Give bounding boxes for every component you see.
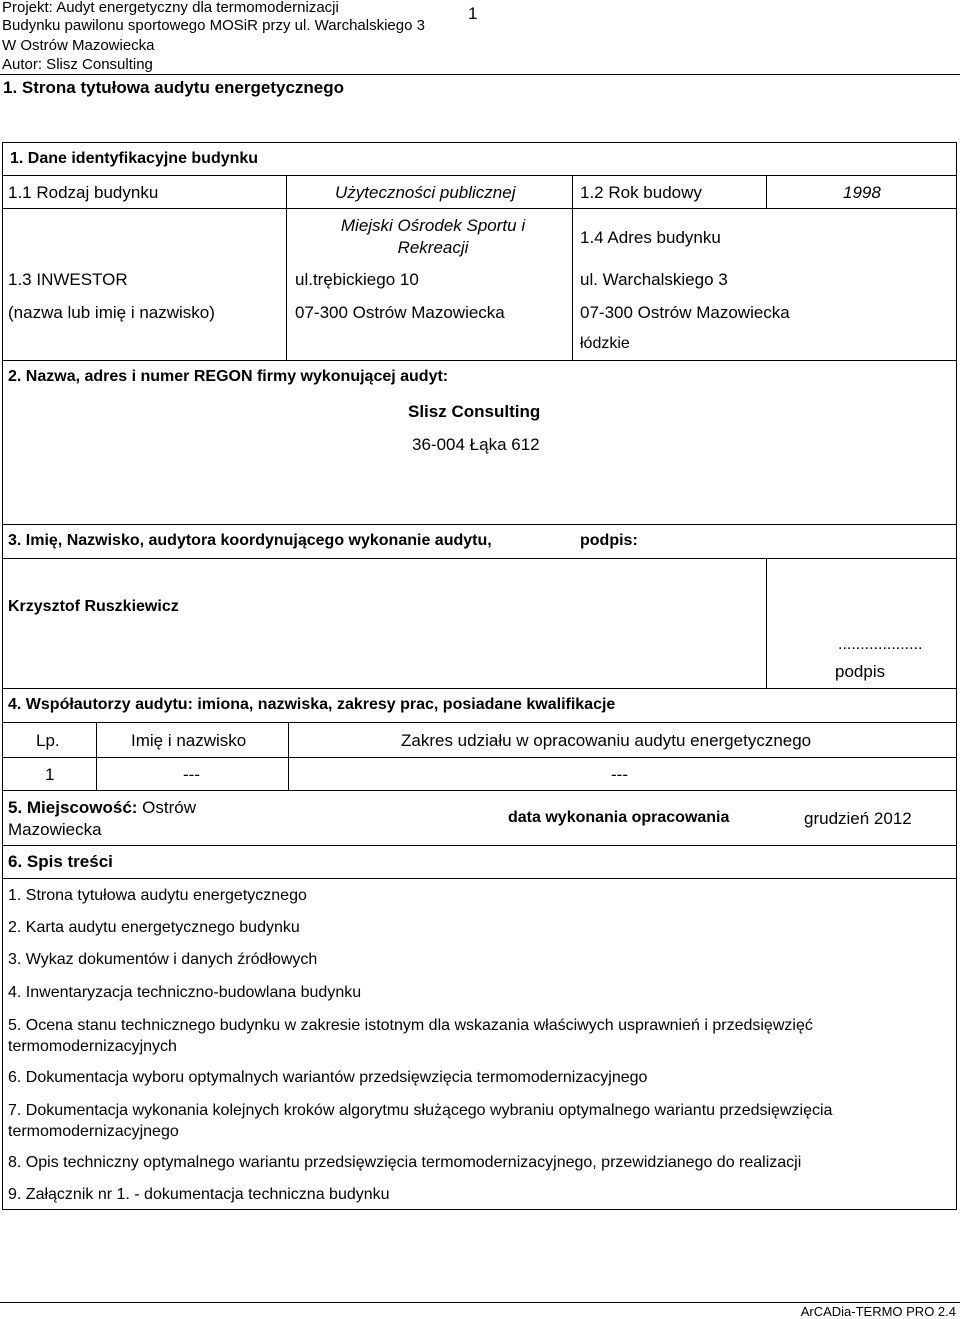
toc-item: 2. Karta audytu energetycznego budynku (8, 919, 300, 936)
divider (572, 175, 573, 360)
divider (766, 175, 767, 208)
divider (2, 524, 957, 525)
divider (2, 360, 957, 361)
place-label: 5. Miejscowość: (8, 798, 138, 817)
toc-title: 6. Spis treści (8, 852, 113, 871)
divider (2, 722, 957, 723)
toc-item: 3. Wykaz dokumentów i danych źródłowych (8, 951, 318, 968)
divider (2, 878, 957, 879)
divider (2, 790, 957, 791)
investor-name: Miejski Ośrodek Sportu i Rekreacji (340, 216, 526, 257)
divider (2, 208, 957, 209)
header-city: W Ostrów Mazowiecka (2, 37, 155, 54)
section2-title: 2. Nazwa, adres i numer REGON firmy wykonującej audyt: (8, 368, 449, 385)
divider (2, 845, 957, 846)
building-address-city: 07-300 Ostrów Mazowiecka (580, 303, 790, 322)
auditor-company-address: 36-004 Łąka 612 (412, 435, 540, 454)
auditor-company-name: Slisz Consulting (408, 402, 541, 421)
divider (96, 722, 97, 790)
coauthors-header-name: Imię i nazwisko (131, 731, 247, 750)
toc-item: 4. Inwentaryzacja techniczno-budowlana budynku (8, 984, 362, 1001)
footer-divider (0, 1302, 960, 1303)
divider (2, 757, 957, 758)
coauthor-row-name: --- (183, 765, 200, 784)
toc-item: 1. Strona tytułowa audytu energetycznego (8, 887, 307, 904)
software-name: ArCADia-TERMO PRO 2.4 (800, 1304, 956, 1319)
toc-item: 5. Ocena stanu technicznego budynku w zakresie istotnym dla wskazania właściwych usprawnień i przedsięwzięć termomodernizacyjnych (8, 1017, 813, 1055)
coordinating-auditor-name: Krzysztof Ruszkiewicz (8, 598, 179, 615)
building-address-region: łódzkie (580, 335, 630, 352)
building-type-value: Użyteczności publicznej (335, 183, 516, 202)
divider (288, 722, 289, 790)
header-divider (0, 74, 960, 75)
divider (2, 688, 957, 689)
investor-city: 07-300 Ostrów Mazowiecka (295, 303, 505, 322)
building-address-street: ul. Warchalskiego 3 (580, 270, 728, 289)
toc-item: 7. Dokumentacja wykonania kolejnych kroków algorytmu służącego wybraniu optymalnego wariantu przedsięwzięcia termomodernizacyjnego (8, 1102, 833, 1140)
signature-header: podpis: (580, 532, 638, 549)
coauthor-row-lp: 1 (45, 765, 55, 784)
section4-title: 4. Współautorzy audytu: imiona, nazwiska, zakresy prac, posiadane kwalifikacje (8, 696, 616, 713)
divider (2, 175, 957, 176)
build-year-value: 1998 (843, 183, 881, 202)
header-building: Budynku pawilonu sportowego MOSiR przy ul. Warchalskiego 3 (2, 17, 425, 34)
date-label: data wykonania opracowania (508, 809, 730, 826)
coauthors-header-lp: Lp. (36, 731, 60, 750)
section1-title: 1. Dane identyfikacyjne budynku (10, 150, 259, 167)
header-author: Autor: Slisz Consulting (2, 56, 153, 73)
divider (286, 175, 287, 360)
building-type-label: 1.1 Rodzaj budynku (8, 183, 159, 202)
toc-item: 8. Opis techniczny optymalnego wariantu przedsięwzięcia termomodernizacyjnego, przewidzianego do realizacji (8, 1154, 802, 1171)
place-block (8, 797, 258, 841)
page-title: 1. Strona tytułowa audytu energetycznego (3, 78, 345, 97)
divider (2, 558, 957, 559)
page-number: 1 (468, 4, 478, 23)
build-year-label: 1.2 Rok budowy (580, 183, 702, 202)
toc-item: 6. Dokumentacja wyboru optymalnych wariantów przedsięwzięcia termomodernizacyjnego (8, 1069, 648, 1086)
coauthors-header-scope: Zakres udziału w opracowaniu audytu energetycznego (401, 731, 812, 750)
place-value: Ostrów Mazowiecka (8, 798, 197, 839)
divider (766, 558, 767, 688)
building-address-label: 1.4 Adres budynku (580, 228, 721, 247)
toc-item: 9. Załącznik nr 1. - dokumentacja techniczna budynku (8, 1186, 390, 1203)
investor-street: ul.trębickiego 10 (295, 270, 419, 289)
signature-caption: podpis (835, 662, 886, 681)
header-project: Projekt: Audyt energetyczny dla termomodernizacji (2, 0, 339, 16)
section3-title: 3. Imię, Nazwisko, audytora koordynującego wykonanie audytu, (8, 532, 492, 549)
signature-dots: ................... (838, 636, 923, 653)
investor-sublabel: (nazwa lub imię i nazwisko) (8, 303, 215, 322)
investor-label: 1.3 INWESTOR (8, 270, 128, 289)
coauthor-row-scope: --- (611, 765, 628, 784)
date-value: grudzień 2012 (804, 809, 912, 828)
